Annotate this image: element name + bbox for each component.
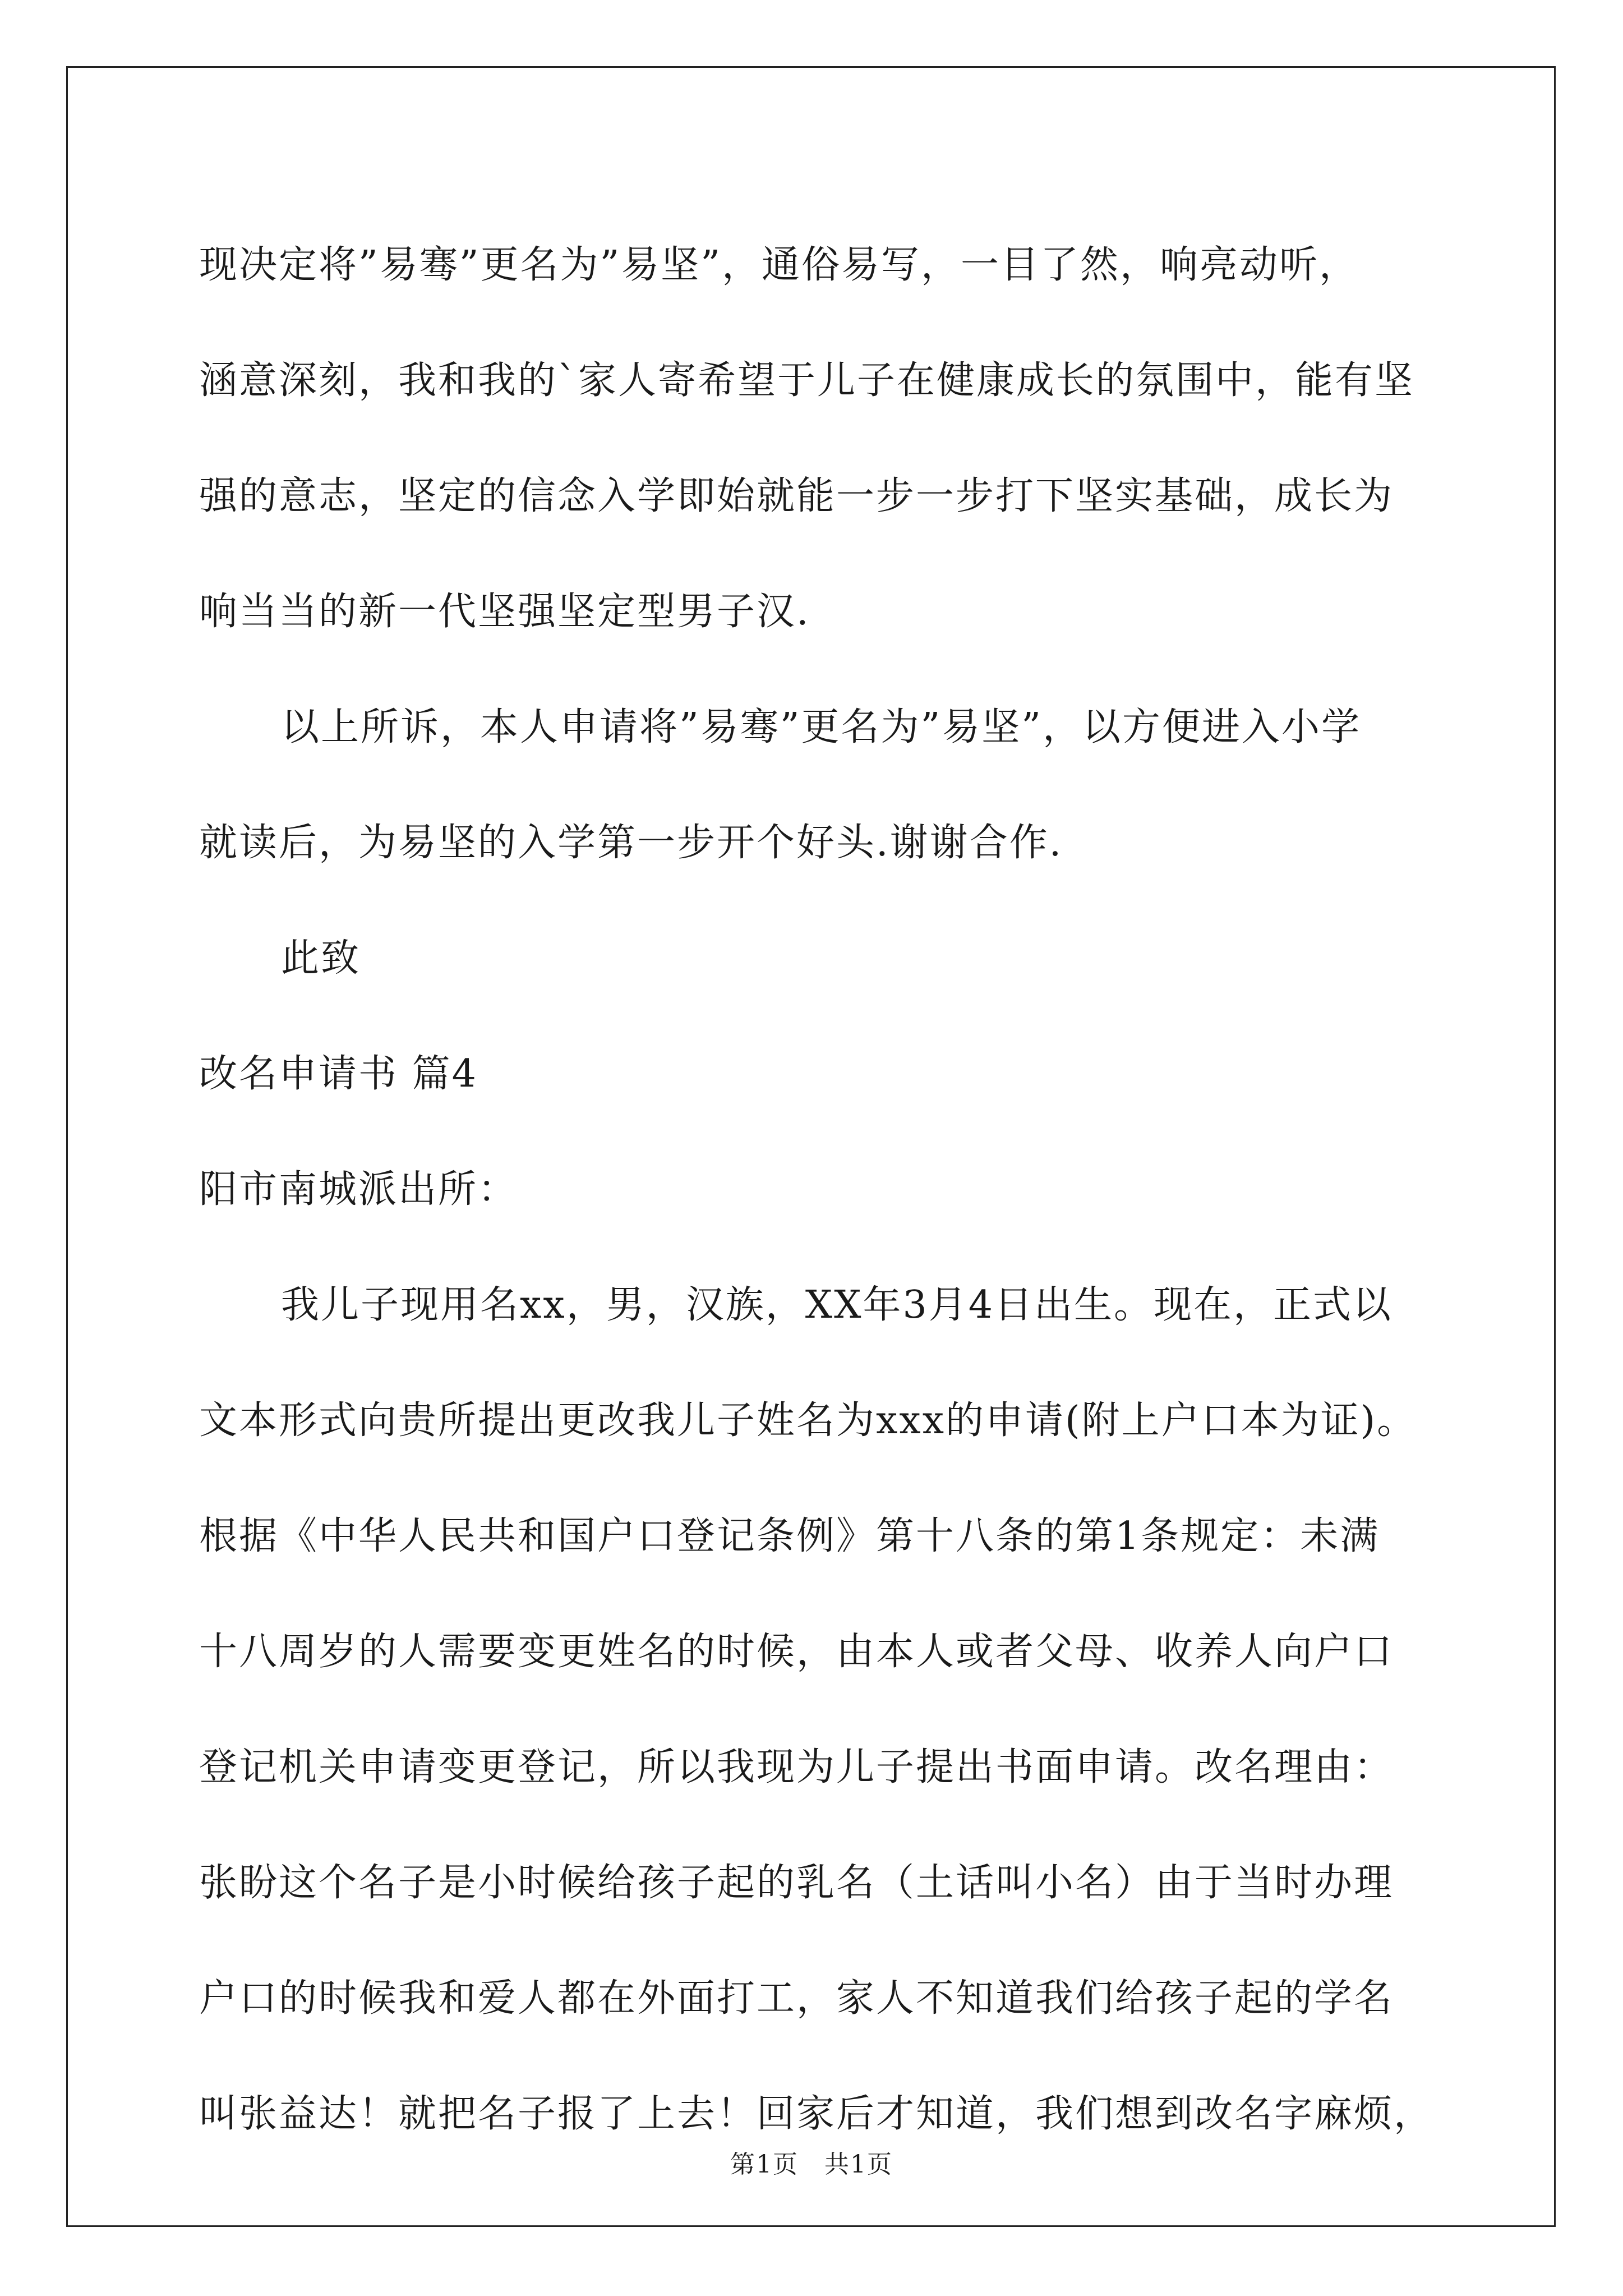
- text-line: 十八周岁的人需要变更姓名的时候，由本人或者父母、收养人向户口: [199, 1630, 1394, 1674]
- text-line: 文本形式向贵所提出更改我儿子姓名为xxx的申请(附上户口本为证)。: [199, 1398, 1417, 1443]
- text-line: 现决定将”易骞”更名为”易坚”，通俗易写，一目了然，响亮动听，: [199, 243, 1359, 287]
- text-line: 户口的时候我和爱人都在外面打工，家人不知道我们给孩子起的学名: [199, 1976, 1394, 2021]
- text-line: 就读后，为易坚的入学第一步开个好头.谢谢合作.: [199, 821, 1063, 865]
- text-line: 响当当的新一代坚强坚定型男子汉.: [199, 590, 810, 634]
- page-number: 第1页 共1页: [730, 2150, 893, 2179]
- text-line: 根据《中华人民共和国户口登记条例》第十八条的第1条规定：未满: [199, 1514, 1380, 1558]
- closing-salutation: 此致: [281, 936, 361, 981]
- section-heading: 改名申请书 篇4: [199, 1052, 478, 1096]
- text-line: 张盼这个名子是小时候给孩子起的乳名（土话叫小名）由于当时办理: [199, 1861, 1394, 1905]
- text-line: 登记机关申请变更登记，所以我现为儿子提出书面申请。改名理由：: [199, 1745, 1394, 1789]
- document-body: [199, 208, 1478, 2172]
- text-line: 以上所诉，本人申请将”易骞”更名为”易坚”，以方便进入小学: [281, 705, 1362, 749]
- text-line: 叫张益达！就把名子报了上去！回家后才知道，我们想到改名字麻烦，: [199, 2092, 1434, 2136]
- text-line: 涵意深刻，我和我的`家人寄希望于儿子在健康成长的氛围中，能有坚: [199, 358, 1415, 403]
- text-line: 我儿子现用名xx，男，汉族，XX年3月4日出生。现在，正式以: [281, 1283, 1393, 1327]
- addressee: 阳市南城派出所：: [199, 1167, 518, 1212]
- text-line: 强的意志，坚定的信念入学即始就能一步一步打下坚实基础，成长为: [199, 474, 1394, 518]
